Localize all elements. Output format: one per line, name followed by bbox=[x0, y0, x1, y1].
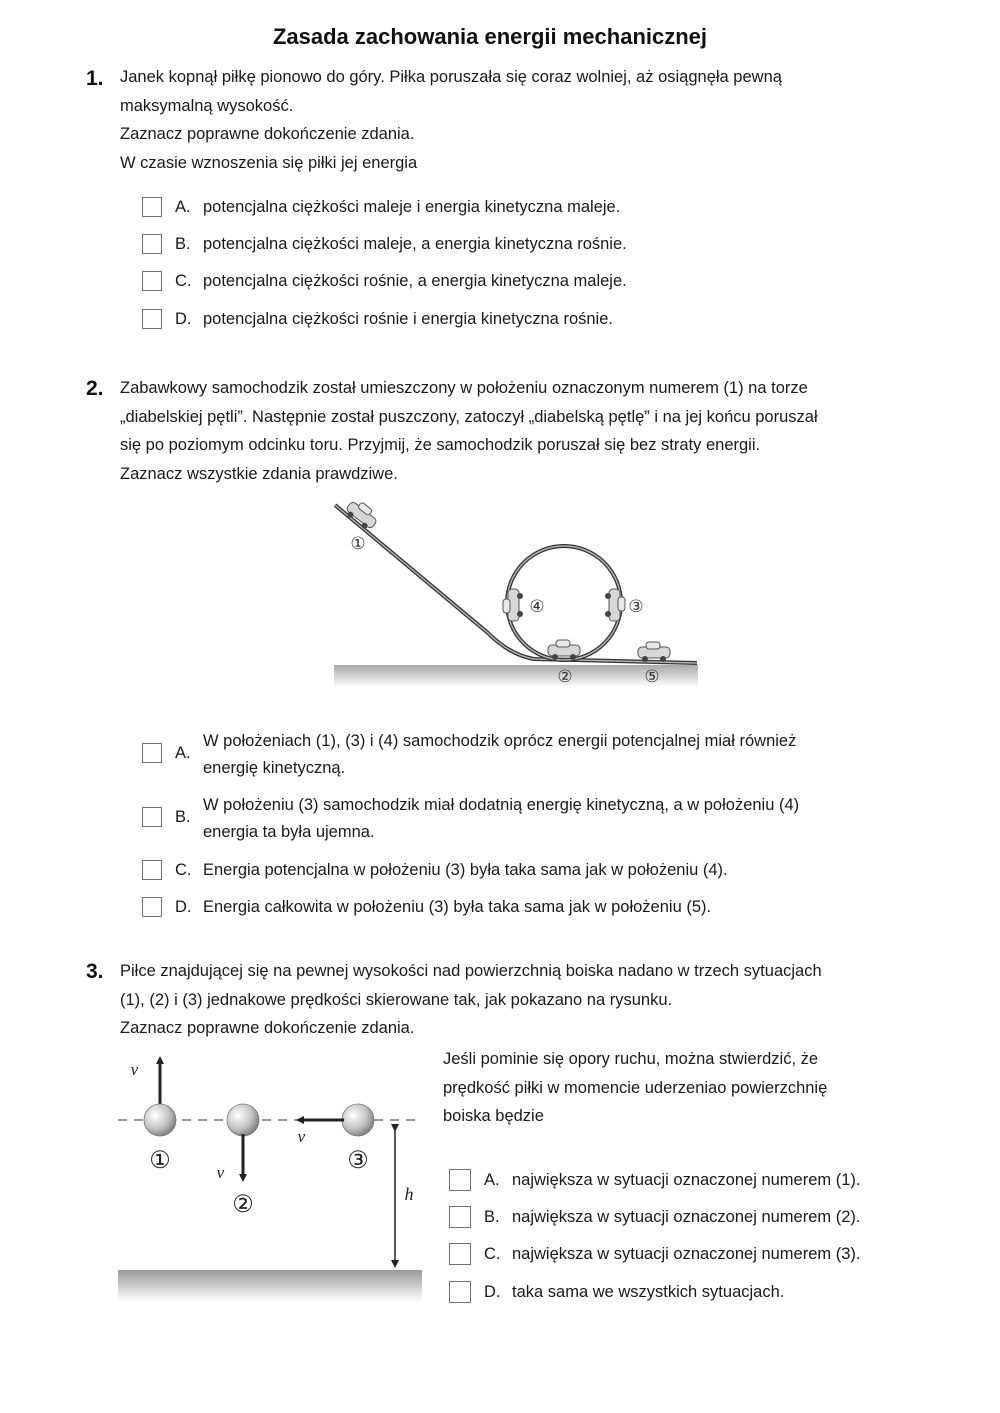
checkbox[interactable] bbox=[142, 860, 162, 880]
option-text: W położeniach (1), (3) i (4) samochodzik oprócz energii potencjalnej miał również bbox=[203, 732, 797, 750]
q3-option-c[interactable] bbox=[449, 1243, 860, 1265]
car-icon bbox=[638, 642, 670, 662]
option-letter: A. bbox=[175, 744, 191, 762]
velocity-label: v⃗ bbox=[297, 1127, 319, 1146]
option-letter: D. bbox=[175, 309, 192, 328]
option-letter: C. bbox=[175, 860, 192, 879]
question-3-side-text bbox=[443, 1045, 827, 1131]
q3-option-a[interactable] bbox=[449, 1169, 860, 1191]
page-title: Zasada zachowania energii mechanicznej bbox=[272, 24, 708, 49]
option-text: taka sama we wszystkich sytuacjach. bbox=[512, 1282, 785, 1301]
checkbox[interactable] bbox=[142, 271, 162, 291]
option-text: potencjalna ciężkości rośnie i energia kinetyczna rośnie. bbox=[203, 309, 613, 328]
ball-3 bbox=[342, 1104, 374, 1136]
question-line: W czasie wznoszenia się piłki jej energia bbox=[120, 153, 418, 172]
situation-label-3: ③ bbox=[347, 1148, 369, 1174]
velocity-label: v⃗ bbox=[130, 1060, 152, 1079]
option-text: największa w sytuacji oznaczonej numerem (1). bbox=[512, 1170, 861, 1189]
option-text: największa w sytuacji oznaczonej numerem (2). bbox=[512, 1207, 861, 1226]
ball-velocity-figure bbox=[110, 1050, 430, 1310]
option-letter: A. bbox=[175, 197, 191, 216]
option-letter: B. bbox=[175, 808, 191, 826]
checkbox[interactable] bbox=[142, 743, 162, 763]
question-line: Zaznacz wszystkie zdania prawdziwe. bbox=[120, 464, 398, 483]
ball-1 bbox=[144, 1104, 176, 1136]
position-label-4: ④ bbox=[529, 597, 545, 616]
q1-option-b[interactable] bbox=[142, 234, 627, 254]
situation-label-1: ① bbox=[149, 1148, 171, 1174]
checkbox[interactable] bbox=[142, 309, 162, 329]
situation-label-2: ② bbox=[232, 1192, 254, 1218]
option-text: Energia potencjalna w położeniu (3) była taka sama jak w położeniu (4). bbox=[203, 860, 728, 879]
option-text: energia ta była ujemna. bbox=[203, 823, 375, 841]
question-line: Zabawkowy samochodzik został umieszczony w położeniu oznaczonym numerem (1) na torze bbox=[120, 379, 808, 397]
question-3-text bbox=[120, 957, 822, 1043]
q1-option-a[interactable] bbox=[142, 197, 620, 217]
question-2-number: 2. bbox=[86, 377, 104, 400]
checkbox[interactable] bbox=[449, 1169, 471, 1191]
position-label-2: ② bbox=[557, 667, 573, 686]
position-label-3: ③ bbox=[628, 597, 644, 616]
q1-option-d[interactable] bbox=[142, 309, 613, 329]
height-label: h bbox=[404, 1184, 414, 1204]
option-letter: D. bbox=[484, 1282, 501, 1301]
question-line: Jeśli pominie się opory ruchu, można stwierdzić, że bbox=[443, 1050, 819, 1068]
option-letter: C. bbox=[175, 271, 192, 290]
option-letter: A. bbox=[484, 1170, 500, 1189]
question-line: Zaznacz poprawne dokończenie zdania. bbox=[120, 1019, 415, 1038]
q3-option-d[interactable] bbox=[449, 1281, 784, 1303]
question-line: Zaznacz poprawne dokończenie zdania. bbox=[120, 125, 415, 144]
q2-option-c[interactable] bbox=[142, 860, 728, 880]
question-line: prędkość piłki w momencie uderzeniao powierzchnię bbox=[443, 1078, 828, 1097]
question-line: Piłce znajdującej się na pewnej wysokości nad powierzchnią boiska nadano w trzech sytuacjach bbox=[120, 962, 822, 980]
checkbox[interactable] bbox=[142, 197, 162, 217]
velocity-label: v⃗ bbox=[216, 1163, 238, 1182]
option-letter: D. bbox=[175, 897, 192, 916]
position-label-1: ① bbox=[350, 534, 366, 553]
ground bbox=[118, 1270, 422, 1302]
q1-option-c[interactable] bbox=[142, 271, 627, 291]
option-letter: B. bbox=[484, 1207, 500, 1226]
question-line: (1), (2) i (3) jednakowe prędkości skierowane tak, jak pokazano na rysunku. bbox=[120, 990, 673, 1009]
ball-2 bbox=[227, 1104, 259, 1136]
option-text: największa w sytuacji oznaczonej numerem (3). bbox=[512, 1244, 861, 1263]
loop-track-figure bbox=[320, 495, 710, 690]
question-1-text bbox=[120, 63, 782, 177]
option-letter: C. bbox=[484, 1244, 501, 1263]
position-label-5: ⑤ bbox=[644, 667, 660, 686]
checkbox[interactable] bbox=[449, 1206, 471, 1228]
option-text: energię kinetyczną. bbox=[203, 759, 346, 777]
question-line: się po poziomym odcinku toru. Przyjmij, że samochodzik poruszał się bez straty energii. bbox=[120, 436, 761, 455]
question-3-number: 3. bbox=[86, 960, 104, 983]
question-line: maksymalną wysokość. bbox=[120, 96, 294, 115]
question-line: boiska będzie bbox=[443, 1107, 544, 1126]
option-text: potencjalna ciężkości maleje, a energia kinetyczna rośnie. bbox=[203, 234, 627, 253]
question-line: Janek kopnął piłkę pionowo do góry. Piłka poruszała się coraz wolniej, aż osiągnęła pewną bbox=[120, 68, 782, 86]
question-line: „diabelskiej pętli”. Następnie został puszczony, zatoczył „diabelską pętlę” i na jej końcu poruszał bbox=[120, 407, 818, 426]
q3-option-b[interactable] bbox=[449, 1206, 860, 1228]
option-text: potencjalna ciężkości maleje i energia kinetyczna maleje. bbox=[203, 197, 621, 216]
checkbox[interactable] bbox=[142, 897, 162, 917]
option-text: W położeniu (3) samochodzik miał dodatnią energię kinetyczną, a w położeniu (4) bbox=[203, 796, 800, 814]
checkbox[interactable] bbox=[449, 1243, 471, 1265]
question-2-text bbox=[120, 374, 818, 488]
car-icon bbox=[548, 640, 580, 660]
option-text: potencjalna ciężkości rośnie, a energia kinetyczna maleje. bbox=[203, 271, 627, 290]
q2-option-d[interactable] bbox=[142, 897, 711, 917]
track-slope bbox=[335, 505, 697, 663]
checkbox[interactable] bbox=[449, 1281, 471, 1303]
option-letter: B. bbox=[175, 234, 191, 253]
question-1-number: 1. bbox=[86, 67, 104, 90]
checkbox[interactable] bbox=[142, 807, 162, 827]
checkbox[interactable] bbox=[142, 234, 162, 254]
option-text: Energia całkowita w położeniu (3) była taka sama jak w położeniu (5). bbox=[203, 897, 712, 916]
